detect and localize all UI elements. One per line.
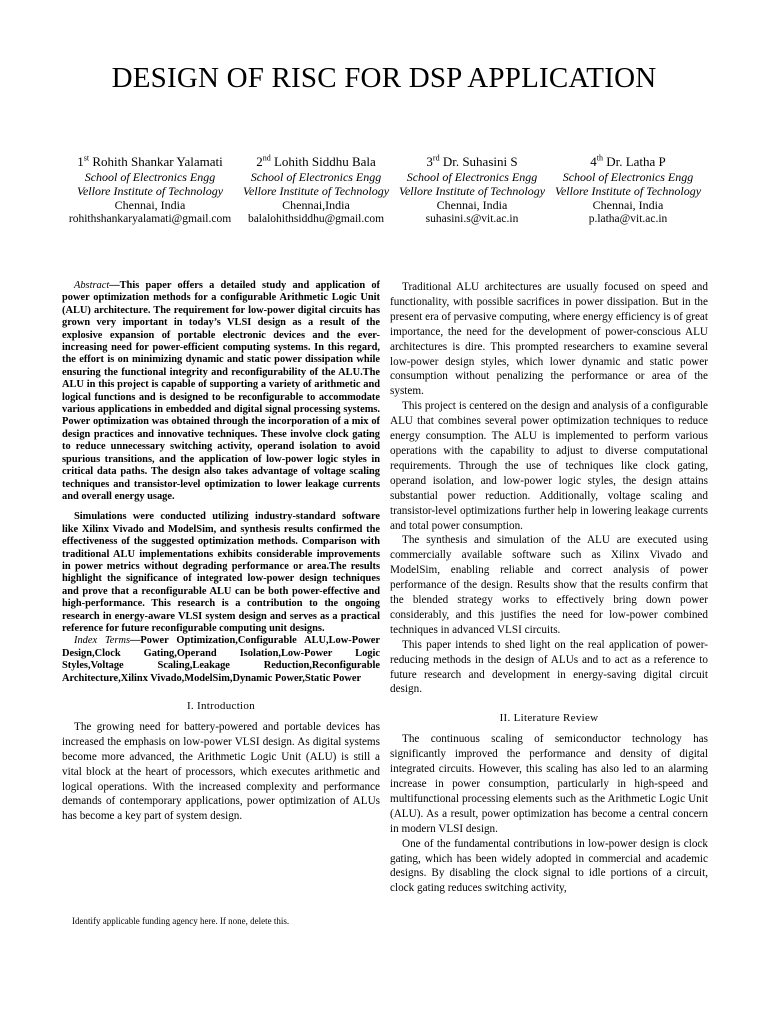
author-department: School of Electronics Engg [562,170,694,184]
author-block-3 [392,154,552,226]
abstract-paragraph-2: Simulations were conducted utilizing industry-standard software like Xilinx Vivado and ModelSim, and synthesis results confirmed the effectiveness of the suggested optimization methods. Comparison with traditional ALU implementations exhibits considerable improvements in power metrics without degrading performance or area.The results highlight the significance of integrated low-power design techniques and prove that a reconfigurable ALU can be both power-effective and high-performance. This research is a contribution to the ongoing research in energy-aware VLSI system design and serves as a practical reference for future reconfigurable computing unit designs. [62,511,380,634]
abstract [62,280,380,635]
author-city: Chennai, India [592,198,664,212]
author-city: Chennai, India [114,198,186,212]
left-column [62,280,380,824]
intro-paragraph-5: This paper intends to shed light on the real application of power-reducing methods in the design of ALUs and to act as a reference to future research and development in energy-saving digital circuit design. [390,638,708,696]
author-department: School of Electronics Engg [406,170,538,184]
intro-paragraph-2: Traditional ALU architectures are usually focused on speed and functionality, with possible sacrifices in power dissipation. But in the present era of pervasive computing, where energy efficiency is of great importance, the need for the development of power-conscious ALU architectures is dire. This prompted researchers to examine several low-power design styles, which lower dynamic and static power consumption without penalizing the performance or area of the system. [390,281,708,398]
literature-paragraph-1: The continuous scaling of semiconductor technology has significantly improved the performance and density of digital integrated circuits. However, this scaling has also led to an alarming increase in power consumption, particularly in high-speed and multifunctional processing elements such as the Arithmetic Logic Unit (ALU). As a result, power optimization has become a central concern in modern VLSI design. [390,733,708,835]
author-name: 3rd Dr. Suhasini S [426,153,518,169]
author-email: rohithshankaryalamati@gmail.com [68,213,232,225]
section-heading-introduction: I. Introduction [186,700,256,712]
author-institute: Vellore Institute of Technology [398,184,546,198]
author-city: Chennai, India [436,198,508,212]
author-block-2 [236,154,396,226]
author-institute: Vellore Institute of Technology [242,184,390,198]
intro-paragraph-3: This project is centered on the design and analysis of a configurable ALU that combines several power optimization techniques to reduce energy consumption. The ALU is implemented to perform various operations with the capability to adjust to diverse computational requirements. Through the use of techniques like clock gating, operand isolation, and low-power logic styles, the design attains substantial power reduction. Additionally, voltage scaling and transistor-level optimizations further help in lowering leakage currents and total power consumption. [390,400,708,532]
literature-paragraph-2: One of the fundamental contributions in low-power design is clock gating, which has been widely adopted in commercial and academic designs. By disabling the clock signal to idle portions of a circuit, clock gating reduces switching activity, [390,837,708,895]
index-terms-label: Index Terms [74,635,131,647]
abstract-label: Abstract [74,280,110,291]
author-city: Chennai,India [282,198,350,212]
index-terms: Index Terms—Power Optimization,Configurable ALU,Low-Power Design,Clock Gating,Operand Isolation,Low-Power Logic Styles,Voltage Scaling,Leakage Reduction,Reconfigurable Architecture,Xilinx Vivado,ModelSim,Dynamic Power,Static Power [62,635,380,684]
author-name: 4th Dr. Latha P [590,153,666,169]
abstract-paragraph-1: Abstract—This paper offers a detailed study and application of power optimization methods for a configurable Arithmetic Logic Unit (ALU) architecture. The requirement for low-power digital circuits has grown very important in today’s VLSI design as a result of the explosive expansion of portable electronic devices and the ever-increasing need for power-efficient computing systems. In this regard, the effort is on minimizing dynamic and static power dissipation while ensuring the functional integrity and reconfigurability of the ALU.The ALU in this project is capable of supporting a variety of arithmetic and logical functions and is designed to be reconfigurable to accommodate various applications in embedded and digital signal processing systems. Power optimization was obtained through the incorporation of a mix of design practices and innovative techniques. These involve clock gating to reduce unnecessary switching activity, operand isolation to avoid spurious transitions, and the application of low-power logic styles in critical data paths. The design also takes advantage of voltage scaling techniques and transistor-level optimization to lower leakage currents and overall energy usage. [62,280,380,502]
right-column [390,280,708,896]
author-institute: Vellore Institute of Technology [554,184,702,198]
author-name: 1st Rohith Shankar Yalamati [77,153,223,169]
funding-footnote: Identify applicable funding agency here. If none, delete this. [72,916,290,926]
author-institute: Vellore Institute of Technology [76,184,224,198]
author-email: balalohithsiddhu@gmail.com [247,213,385,225]
author-department: School of Electronics Engg [84,170,216,184]
section-heading-literature-review: II. Literature Review [499,712,599,725]
author-block-4 [548,154,708,226]
intro-paragraph-4: The synthesis and simulation of the ALU are executed using commercially available software such as Xilinx Vivado and ModelSim, enabling reliable and correct analysis of power performance of the design. Results show that the results confirm that the blended strategy works to effectively bring down power considerably, and this justifies the need for low-power combined techniques in advanced VLSI circuits. [390,534,708,636]
intro-paragraph-1: The growing need for battery-powered and portable devices has increased the emphasis on low-power VLSI design. As digital systems become more advanced, the Arithmetic Logic Unit (ALU) is still a vital block at the heart of processors, which executes arithmetic and logical operations. With the increased complexity and performance demands of contemporary applications, power optimization of ALUs has become a key part of system design. [62,720,380,823]
author-email: p.latha@vit.ac.in [588,213,668,225]
author-email: suhasini.s@vit.ac.in [425,213,519,225]
paper-title: DESIGN OF RISC FOR DSP APPLICATION [111,62,657,94]
author-name: 2nd Lohith Siddhu Bala [256,153,376,169]
author-block-1 [60,154,240,226]
author-department: School of Electronics Engg [250,170,382,184]
